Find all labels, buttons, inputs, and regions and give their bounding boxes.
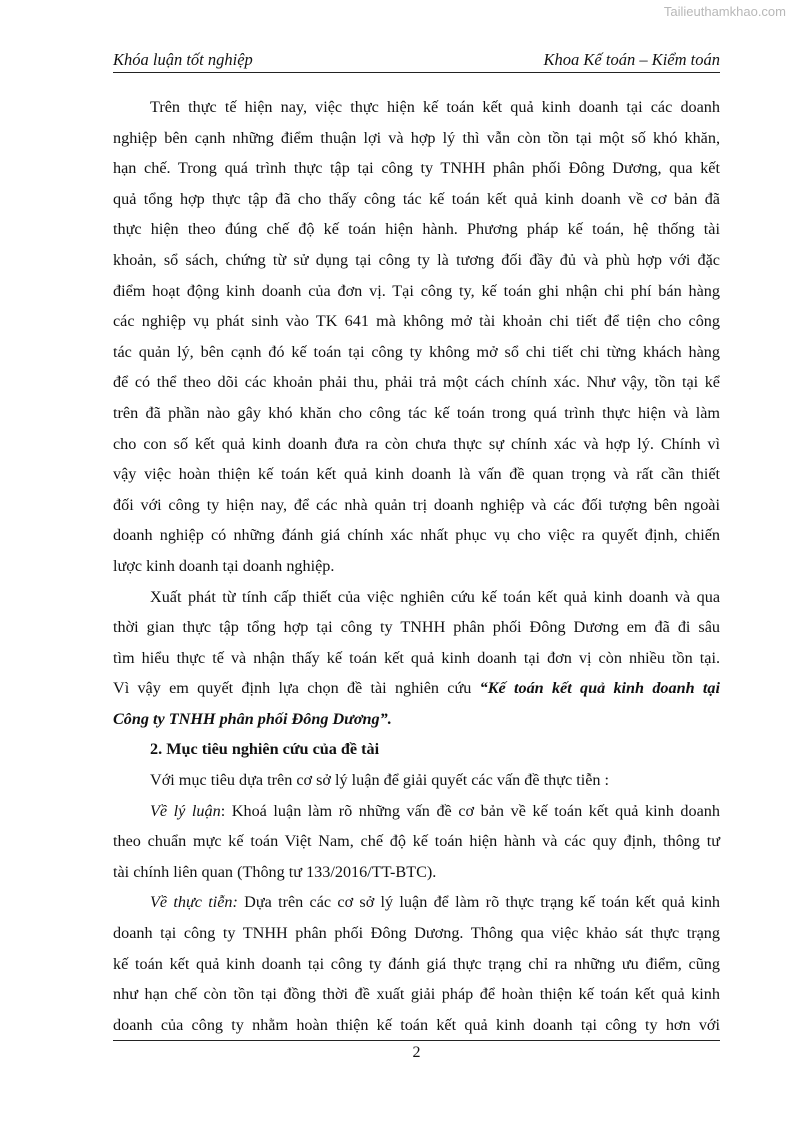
text-line: điểm hoạt động kinh doanh của đơn vị. Tại công ty, kế toán ghi nhận chi phí bán hàng	[113, 281, 720, 300]
text-line: đối với công ty hiện nay, để các nhà quản trị doanh nghiệp và các đối tượng bên ngoài	[113, 495, 720, 514]
text-line: khoản, sổ sách, chứng từ sử dụng tại công ty là tương đối đầy đủ và phù hợp với đặc	[113, 250, 720, 269]
text-line: hạn chế. Trong quá trình thực tập tại công ty TNHH phân phối Đông Dương, qua kết	[113, 159, 720, 178]
text-line	[113, 796, 720, 827]
paragraph-current-situation	[113, 92, 720, 582]
section-heading: 2. Mục tiêu nghiên cứu của đề tài	[150, 740, 380, 759]
header-faculty-label: Khoa Kế toán – Kiểm toán	[543, 50, 720, 69]
text-line: Với mục tiêu dựa trên cơ sở lý luận để giải quyết các vấn đề thực tiễn :	[150, 771, 610, 790]
text-line: doanh nghiệp có những đánh giá chính xác nhất phục vụ cho việc ra quyết định, chiến	[113, 526, 720, 545]
text-line	[113, 673, 720, 704]
text-line: tìm hiểu thực tế và nhận thấy kế toán kết quả kinh doanh tại đơn vị còn nhiều tồn tại.	[113, 648, 720, 667]
text-line: để có thể theo dõi các khoản phải thu, phải trả một cách chính xác. Như vậy, tồn tại kể	[113, 373, 720, 392]
text-line: kế toán kết quả kinh doanh tại công ty đánh giá thực trạng chỉ ra những ưu điểm, cũng	[113, 954, 720, 973]
text-segment: Vì vậy em quyết định lựa chọn đề tài nghiên cứu	[113, 679, 480, 698]
text-line: các nghiệp vụ phát sinh vào TK 641 mà không mở tài khoản chi tiết để tiện cho công	[113, 312, 720, 331]
text-line: Trên thực tế hiện nay, việc thực hiện kế toán kết quả kinh doanh tại các doanh	[150, 98, 720, 116]
theory-label: Về lý luận	[150, 801, 221, 820]
text-line: như hạn chế còn tồn tại đồng thời đề xuất giải pháp để hoàn thiện kế toán kết quả kinh	[113, 985, 720, 1004]
text-segment: Dựa trên các cơ sở lý luận để làm rõ thực trạng kế toán kết quả kinh	[237, 893, 721, 912]
text-line: trên đã phần nào gây khó khăn cho công tác kế toán trong quá trình thực hiện và làm	[113, 403, 720, 422]
text-line: Xuất phát từ tính cấp thiết của việc nghiên cứu kế toán kết quả kinh doanh và qua	[150, 587, 720, 606]
paragraph-practice	[113, 887, 720, 1040]
watermark: Tailieuthamkhao.com	[663, 4, 786, 19]
text-line: thời gian thực tập tổng hợp tại công ty TNHH phân phối Đông Dương em đã đi sâu	[113, 618, 720, 637]
text-line: doanh tại công ty TNHH phân phối Đông Dương. Thông qua việc khảo sát thực trạng	[113, 924, 720, 943]
page-header	[113, 48, 720, 73]
text-line: theo chuẩn mực kế toán Việt Nam, chế độ kế toán hiện hành và các quy định, thông tư	[113, 832, 720, 851]
paragraph-topic-rationale	[113, 582, 720, 735]
paragraph-theory	[113, 796, 720, 888]
text-line: quả tổng hợp thực tập đã cho thấy công tác kế toán kết quả kinh doanh về cơ bản đã	[113, 189, 720, 208]
document-body	[113, 92, 720, 1040]
text-line: vậy việc hoàn thiện kế toán kết quả kinh doanh là vấn đề quan trọng và rất cần thiết	[113, 465, 720, 484]
text-segment: : Khoá luận làm rõ những vấn đề cơ bản về kế toán kết quả kinh doanh	[220, 801, 720, 820]
practice-label: Về thực tiễn:	[150, 893, 238, 912]
header-thesis-label: Khóa luận tốt nghiệp	[113, 50, 253, 69]
text-line: tác quản lý, bên cạnh đó kế toán tại công ty không mở sổ chi tiết chi từng khách hàng	[113, 342, 720, 361]
text-line: nghiệp bên cạnh những điểm thuận lợi và hợp lý thì vẫn còn tồn tại một số khó khăn,	[113, 128, 720, 147]
thesis-title-part: “Kế toán kết quả kinh doanh tại	[479, 679, 720, 698]
text-line: doanh của công ty nhằm hoàn thiện kế toán kết quả kinh doanh tại công ty hơn với	[113, 1015, 720, 1034]
page-number: 2	[412, 1044, 421, 1061]
text-line: cho con số kết quả kinh doanh đưa ra còn chưa thực sự chính xác và hợp lý. Chính vì	[113, 434, 720, 453]
footer-rule	[113, 1040, 720, 1041]
thesis-title-part: Công ty TNHH phân phối Đông Dương”.	[113, 709, 392, 728]
text-line: tài chính liên quan (Thông tư 133/2016/TT-BTC).	[113, 862, 437, 881]
text-line: lược kinh doanh tại doanh nghiệp.	[113, 556, 335, 575]
text-line: thực hiện theo đúng chế độ kế toán hiện hành. Phương pháp kế toán, hệ thống tài	[113, 220, 720, 239]
text-line	[113, 887, 720, 918]
